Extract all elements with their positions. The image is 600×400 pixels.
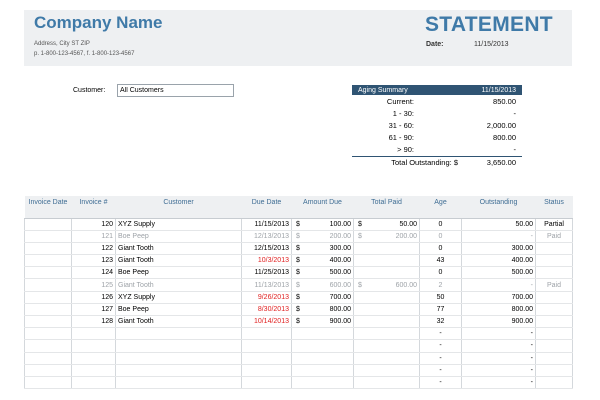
cell-age: -	[420, 328, 462, 340]
cell-invoice-number[interactable]: 124	[72, 267, 116, 279]
currency-symbol: $	[296, 257, 300, 265]
cell-amount-due[interactable]	[292, 242, 354, 254]
cell-invoice-date[interactable]	[25, 303, 72, 315]
cell-outstanding: 700.00	[462, 291, 536, 303]
table-row	[25, 352, 573, 364]
aging-rows	[352, 95, 522, 155]
cell-amount-due[interactable]	[292, 291, 354, 303]
cell-invoice-date[interactable]	[25, 267, 72, 279]
cell-invoice-date[interactable]	[25, 364, 72, 376]
cell-age: 2	[420, 279, 462, 291]
cell-amount-due[interactable]	[292, 376, 354, 388]
header-customer: Customer	[116, 196, 242, 218]
cell-invoice-date[interactable]	[25, 291, 72, 303]
currency-symbol: $	[358, 232, 362, 240]
amount-value: 200.00	[395, 232, 417, 240]
cell-age: 77	[420, 303, 462, 315]
cell-age: -	[420, 364, 462, 376]
cell-customer[interactable]: Giant Tooth	[116, 279, 242, 291]
cell-invoice-number[interactable]	[72, 376, 116, 388]
table-row	[25, 230, 573, 242]
table-row	[25, 279, 573, 291]
cell-status	[536, 340, 573, 352]
customer-label: Customer:	[73, 87, 106, 94]
aging-row-label: Current:	[386, 96, 414, 106]
cell-amount-due[interactable]	[292, 303, 354, 315]
cell-age: 43	[420, 255, 462, 267]
aging-summary-header	[352, 85, 522, 95]
cell-total-paid[interactable]	[354, 242, 420, 254]
cell-invoice-date[interactable]	[25, 218, 72, 230]
cell-customer[interactable]: Boe Peep	[116, 303, 242, 315]
cell-status	[536, 255, 573, 267]
cell-amount-due[interactable]	[292, 328, 354, 340]
cell-due-date[interactable]: 8/30/2013	[242, 303, 292, 315]
cell-customer[interactable]: Giant Tooth	[116, 255, 242, 267]
aging-summary-date: 11/15/2013	[481, 86, 516, 94]
cell-due-date[interactable]: 12/13/2013	[242, 230, 292, 242]
cell-total-paid[interactable]	[354, 218, 420, 230]
amount-value: 100.00	[329, 220, 351, 228]
cell-invoice-date[interactable]	[25, 242, 72, 254]
aging-row-label: > 90:	[397, 144, 414, 154]
aging-row-label: 61 - 90:	[388, 132, 414, 142]
aging-summary-title: Aging Summary	[358, 86, 408, 94]
cell-outstanding: 900.00	[462, 316, 536, 328]
amount-value: 200.00	[329, 232, 351, 240]
cell-outstanding: -	[462, 230, 536, 242]
currency-symbol: $	[296, 305, 300, 313]
cell-amount-due[interactable]	[292, 218, 354, 230]
date-value[interactable]: 11/15/2013	[474, 41, 509, 48]
cell-amount-due[interactable]	[292, 352, 354, 364]
cell-due-date[interactable]	[242, 328, 292, 340]
aging-row-label: 31 - 60:	[388, 120, 414, 130]
cell-invoice-number[interactable]	[72, 328, 116, 340]
table-row	[25, 267, 573, 279]
amount-value: 600.00	[395, 281, 417, 289]
table-row	[25, 316, 573, 328]
cell-invoice-date[interactable]	[25, 328, 72, 340]
cell-age: 0	[420, 230, 462, 242]
cell-age: 0	[420, 242, 462, 254]
cell-outstanding: -	[462, 376, 536, 388]
cell-status	[536, 303, 573, 315]
amount-value: 900.00	[329, 318, 351, 326]
aging-row	[352, 107, 522, 119]
cell-invoice-date[interactable]	[25, 340, 72, 352]
header-total-paid: Total Paid	[354, 196, 420, 218]
cell-due-date[interactable]	[242, 352, 292, 364]
cell-amount-due[interactable]	[292, 267, 354, 279]
cell-amount-due[interactable]	[292, 364, 354, 376]
cell-invoice-number[interactable]: 122	[72, 242, 116, 254]
cell-outstanding: 500.00	[462, 267, 536, 279]
cell-age: 32	[420, 316, 462, 328]
cell-total-paid[interactable]	[354, 279, 420, 291]
header-invoice-date: Invoice Date	[25, 196, 72, 218]
cell-age: 0	[420, 218, 462, 230]
header-amount-due: Amount Due	[292, 196, 354, 218]
cell-amount-due[interactable]	[292, 340, 354, 352]
cell-status	[536, 242, 573, 254]
currency-symbol: $	[296, 293, 300, 301]
cell-status	[536, 364, 573, 376]
aging-row	[352, 119, 522, 131]
cell-status: Paid	[536, 279, 573, 291]
cell-invoice-number[interactable]	[72, 340, 116, 352]
cell-invoice-date[interactable]	[25, 255, 72, 267]
cell-customer[interactable]: XYZ Supply	[116, 218, 242, 230]
cell-outstanding: -	[462, 328, 536, 340]
cell-age: -	[420, 376, 462, 388]
aging-row-value: 800.00	[493, 132, 516, 142]
amount-value: 300.00	[329, 244, 351, 252]
cell-customer[interactable]: Giant Tooth	[116, 242, 242, 254]
cell-status	[536, 352, 573, 364]
header-age: Age	[420, 196, 462, 218]
table-row	[25, 328, 573, 340]
table-row	[25, 255, 573, 267]
cell-status: Partial	[536, 218, 573, 230]
aging-total-value: 3,650.00	[486, 158, 516, 167]
cell-invoice-date[interactable]	[25, 316, 72, 328]
cell-customer[interactable]: Giant Tooth	[116, 316, 242, 328]
cell-total-paid[interactable]	[354, 364, 420, 376]
aging-total-label: Total Outstanding: $	[391, 158, 458, 167]
cell-invoice-number[interactable]	[72, 364, 116, 376]
cell-total-paid[interactable]	[354, 303, 420, 315]
currency-symbol: $	[358, 220, 362, 228]
currency-symbol: $	[296, 232, 300, 240]
date-label: Date:	[426, 41, 444, 48]
cell-amount-due[interactable]	[292, 316, 354, 328]
cell-age: -	[420, 352, 462, 364]
cell-total-paid[interactable]	[354, 328, 420, 340]
cell-invoice-number[interactable]: 120	[72, 218, 116, 230]
currency-symbol: $	[358, 281, 362, 289]
header-invoice-number: Invoice #	[72, 196, 116, 218]
table-row	[25, 242, 573, 254]
aging-row-value: -	[513, 108, 516, 118]
currency-symbol: $	[296, 281, 300, 289]
cell-invoice-number[interactable]: 121	[72, 230, 116, 242]
cell-customer[interactable]: Boe Peep	[116, 230, 242, 242]
aging-row	[352, 95, 522, 107]
currency-symbol: $	[296, 318, 300, 326]
cell-customer[interactable]	[116, 364, 242, 376]
aging-row-label: 1 - 30:	[392, 108, 414, 118]
cell-outstanding: -	[462, 364, 536, 376]
aging-row-value: 850.00	[493, 96, 516, 106]
cell-customer[interactable]	[116, 340, 242, 352]
cell-due-date[interactable]: 9/26/2013	[242, 291, 292, 303]
invoice-table	[24, 196, 573, 389]
table-header-row	[25, 196, 573, 218]
cell-age: -	[420, 340, 462, 352]
cell-status	[536, 376, 573, 388]
cell-invoice-number[interactable]: 127	[72, 303, 116, 315]
amount-value: 500.00	[329, 269, 351, 277]
aging-total-row	[352, 156, 522, 168]
cell-outstanding: 50.00	[462, 218, 536, 230]
cell-due-date[interactable]: 12/15/2013	[242, 242, 292, 254]
company-address: Address, City ST ZIP	[34, 41, 90, 47]
customer-input[interactable]	[117, 84, 234, 97]
cell-due-date[interactable]: 11/13/2013	[242, 279, 292, 291]
cell-due-date[interactable]: 10/14/2013	[242, 316, 292, 328]
cell-invoice-date[interactable]	[25, 279, 72, 291]
cell-customer[interactable]: XYZ Supply	[116, 291, 242, 303]
cell-age: 50	[420, 291, 462, 303]
table-row	[25, 376, 573, 388]
amount-value: 400.00	[329, 257, 351, 265]
cell-invoice-date[interactable]	[25, 352, 72, 364]
cell-due-date[interactable]: 11/25/2013	[242, 267, 292, 279]
table-row	[25, 291, 573, 303]
aging-row	[352, 143, 522, 155]
table-body	[25, 218, 573, 389]
amount-value: 700.00	[329, 293, 351, 301]
cell-total-paid[interactable]	[354, 291, 420, 303]
cell-outstanding: -	[462, 352, 536, 364]
cell-age: 0	[420, 267, 462, 279]
table-row	[25, 340, 573, 352]
cell-outstanding: -	[462, 340, 536, 352]
cell-customer[interactable]	[116, 352, 242, 364]
cell-total-paid[interactable]	[354, 255, 420, 267]
cell-status	[536, 267, 573, 279]
aging-row-value: 2,000.00	[486, 120, 516, 130]
cell-amount-due[interactable]	[292, 255, 354, 267]
cell-total-paid[interactable]	[354, 267, 420, 279]
currency-symbol: $	[296, 269, 300, 277]
cell-total-paid[interactable]	[354, 376, 420, 388]
header-outstanding: Outstanding	[462, 196, 536, 218]
cell-outstanding: -	[462, 279, 536, 291]
aging-row-value: -	[513, 144, 516, 154]
cell-amount-due[interactable]	[292, 230, 354, 242]
currency-symbol: $	[296, 244, 300, 252]
aging-summary	[352, 85, 522, 168]
cell-customer[interactable]	[116, 376, 242, 388]
cell-due-date[interactable]	[242, 340, 292, 352]
cell-customer[interactable]: Boe Peep	[116, 267, 242, 279]
amount-value: 800.00	[329, 305, 351, 313]
amount-value: 600.00	[329, 281, 351, 289]
cell-outstanding: 300.00	[462, 242, 536, 254]
cell-invoice-date[interactable]	[25, 230, 72, 242]
table-row	[25, 303, 573, 315]
company-phone: p. 1-800-123-4567, f. 1-800-123-4567	[34, 51, 135, 57]
company-name: Company Name	[34, 13, 163, 32]
aging-row	[352, 131, 522, 143]
cell-invoice-date[interactable]	[25, 376, 72, 388]
currency-symbol: $	[296, 220, 300, 228]
cell-customer[interactable]	[116, 328, 242, 340]
cell-status: Paid	[536, 230, 573, 242]
cell-invoice-number[interactable]: 123	[72, 255, 116, 267]
cell-total-paid[interactable]	[354, 316, 420, 328]
cell-status	[536, 316, 573, 328]
cell-invoice-number[interactable]: 126	[72, 291, 116, 303]
cell-total-paid[interactable]	[354, 340, 420, 352]
cell-status	[536, 328, 573, 340]
statement-title: STATEMENT	[425, 13, 553, 36]
cell-outstanding: 800.00	[462, 303, 536, 315]
cell-due-date[interactable]: 10/3/2013	[242, 255, 292, 267]
header-due-date: Due Date	[242, 196, 292, 218]
cell-due-date[interactable]: 11/15/2013	[242, 218, 292, 230]
cell-invoice-number[interactable]	[72, 352, 116, 364]
cell-status	[536, 291, 573, 303]
cell-invoice-number[interactable]: 128	[72, 316, 116, 328]
table-row	[25, 364, 573, 376]
amount-value: 50.00	[399, 220, 417, 228]
cell-total-paid[interactable]	[354, 352, 420, 364]
cell-outstanding: 400.00	[462, 255, 536, 267]
cell-total-paid[interactable]	[354, 230, 420, 242]
table-row	[25, 218, 573, 230]
cell-invoice-number[interactable]: 125	[72, 279, 116, 291]
cell-due-date[interactable]	[242, 376, 292, 388]
header-status: Status	[536, 196, 573, 218]
cell-due-date[interactable]	[242, 364, 292, 376]
cell-amount-due[interactable]	[292, 279, 354, 291]
